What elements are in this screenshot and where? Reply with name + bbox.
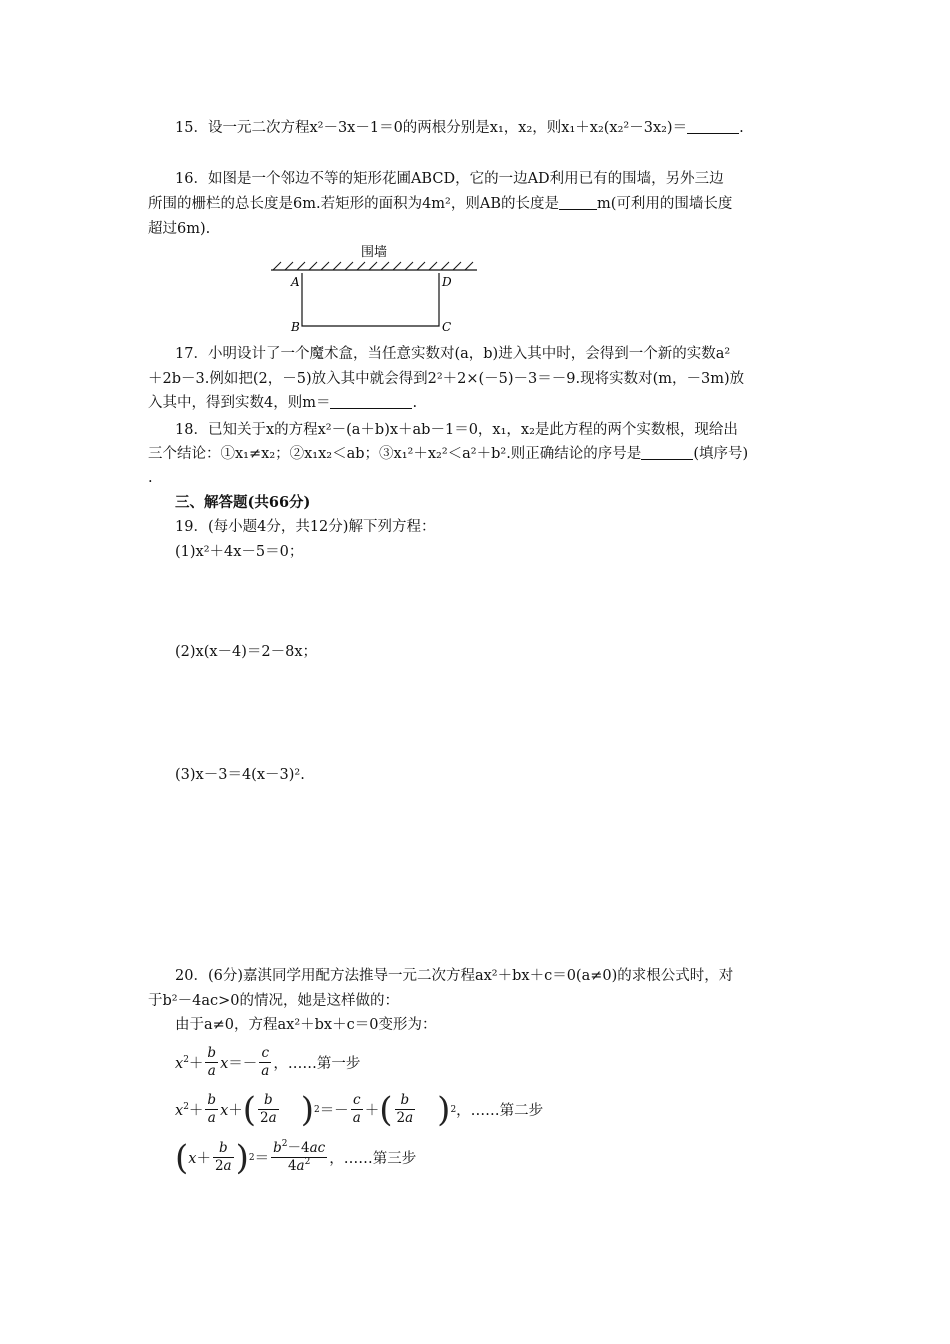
question-16-line-3: 超过6m). [148, 221, 211, 237]
question-15: 15．设一元二次方程x²－3x－1＝0的两根分别是x₁，x₂，则x₁＋x₂(x₂²－3x₂)＝ . [175, 120, 744, 136]
label-A: A [291, 275, 300, 289]
rectangle-garden-figure [265, 240, 485, 338]
question-15-text: 设一元二次方程x²－3x－1＝0的两根分别是x₁，x₂，则x₁＋x₂(x₂²－3x₂)＝ [207, 120, 688, 136]
question-number: 15． [175, 120, 208, 136]
question-18-line-3: . [148, 470, 153, 486]
question-20-line-2: 于b²－4ac>0的情况，她是这样做的： [148, 993, 399, 1009]
question-17-line-3: 入其中，得到实数4，则m＝ . [148, 395, 418, 411]
question-17-line-2: ＋2b－3.例如把(2，－5)放入其中就会得到2²＋2×(－5)－3＝－9.现将实数对(m，－3m)放 [148, 371, 745, 387]
fence-outline [302, 273, 439, 326]
wall-label: 围墙 [361, 245, 388, 260]
label-C: C [442, 320, 452, 334]
answer-blank-17[interactable] [330, 394, 412, 409]
answer-blank-15[interactable] [687, 119, 739, 134]
answer-blank-16[interactable] [559, 195, 597, 210]
question-18-line-2: 三个结论：①x₁≠x₂；②x₁x₂＜ab；③x₁²＋x₂²＜a²＋b².则正确结论的序号是 (填序号) [148, 446, 749, 462]
question-19-part-3: (3)x－3＝4(x－3)². [175, 767, 305, 783]
derivation-step-2: $x^2+$ $\frac{b}{a}$ x＋ ( $\frac{b}{2a}$ ) 2 ＝－ $\frac{c}{a}$ ＋ ( $\frac{b}{2a}$ ) 2 ，……第二步 [175, 1089, 544, 1130]
section-title: 三、解答题(共66分) [175, 494, 311, 511]
label-D: D [442, 275, 452, 289]
derivation-step-1: $x^2+$ $\frac{b}{a}$ x＝－ $\frac{c}{a}$ ，……第一步 [175, 1045, 361, 1079]
question-17-line-1: 17．小明设计了一个魔术盒，当任意实数对(a，b)进入其中时，会得到一个新的实数a² [175, 346, 731, 362]
answer-blank-18[interactable] [641, 445, 693, 460]
question-20-line-3: 由于a≠0，方程ax²＋bx＋c＝0变形为： [175, 1017, 437, 1033]
question-20-line-1: 20．(6分)嘉淇同学用配方法推导一元二次方程ax²＋bx＋c＝0(a≠0)的求根公式时，对 [175, 968, 734, 984]
question-16-line-2: 所围的栅栏的总长度是6m.若矩形的面积为4m²，则AB的长度是 m(可利用的围墙长度 [148, 196, 733, 212]
question-18-line-1: 18．已知关于x的方程x²－(a＋b)x＋ab－1＝0，x₁，x₂是此方程的两个实数根，现给出 [175, 422, 738, 438]
derivation-step-3: ( x＋ $\frac{b}{2a}$ ) 2 ＝ $\frac{b^2-4ac}{4a^2}$ ，……第三步 [175, 1137, 417, 1178]
wall-hatching [273, 262, 473, 270]
question-19-part-1: (1)x²＋4x－5＝0； [175, 544, 304, 560]
question-19-part-2: (2)x(x－4)＝2－8x； [175, 644, 318, 660]
label-B: B [291, 320, 300, 334]
question-19-header: 19．(每小题4分，共12分)解下列方程： [175, 519, 436, 535]
question-16-line-1: 16．如图是一个邻边不等的矩形花圃ABCD，它的一边AD利用已有的围墙，另外三边 [175, 171, 724, 187]
